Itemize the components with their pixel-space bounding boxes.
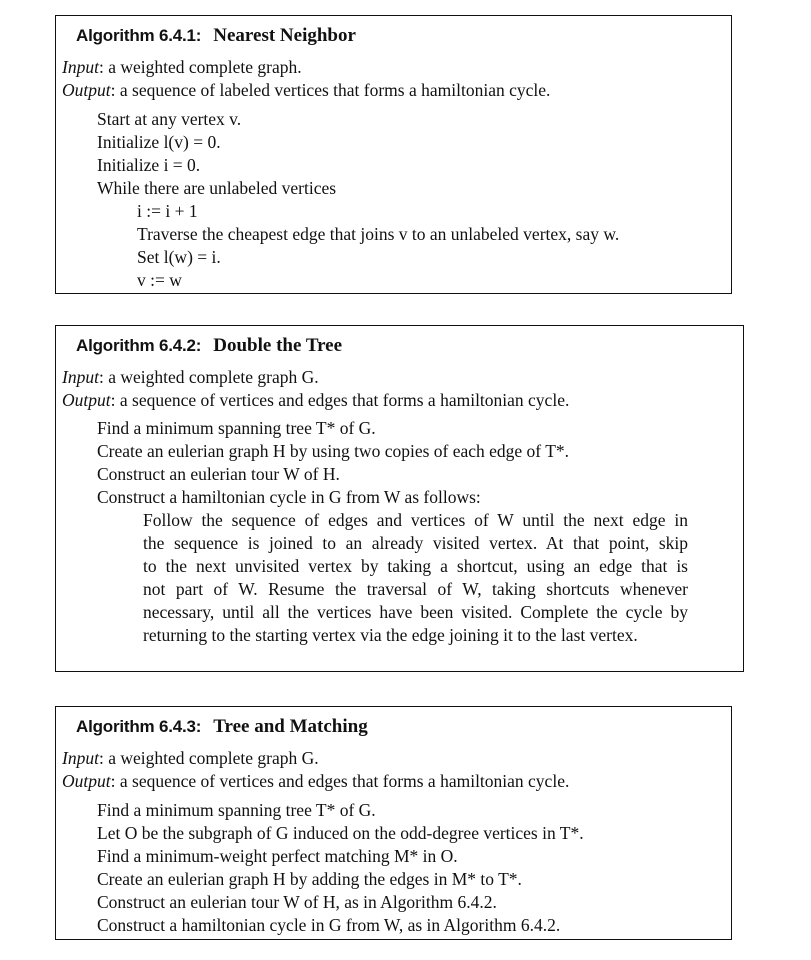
loop-step: i := i + 1 xyxy=(137,201,198,221)
input-key: Input xyxy=(62,367,99,387)
step: Construct a hamiltonian cycle in G from W as follows: xyxy=(97,487,481,507)
paragraph-line: Follow the sequence of edges and vertices of W until the next edge in xyxy=(143,510,688,530)
algorithm-label: Algorithm 6.4.3: xyxy=(76,717,202,736)
step: Construct an eulerian tour W of H, as in Algorithm 6.4.2. xyxy=(97,892,497,912)
output-key: Output xyxy=(62,390,111,410)
input-key: Input xyxy=(62,748,99,768)
step: Initialize i = 0. xyxy=(97,155,201,175)
output-text: : a sequence of labeled vertices that forms a hamiltonian cycle. xyxy=(110,80,551,100)
procedure-paragraph xyxy=(97,509,688,647)
algorithm-steps xyxy=(97,799,584,937)
output-line xyxy=(62,770,569,793)
step: Initialize l(v) = 0. xyxy=(97,132,221,152)
algorithm-title xyxy=(76,22,356,51)
step: Construct a hamiltonian cycle in G from W, as in Algorithm 6.4.2. xyxy=(97,915,561,935)
loop-step: Set l(w) = i. xyxy=(137,247,221,267)
step: Create an eulerian graph H by using two copies of each edge of T*. xyxy=(97,441,570,461)
output-key: Output xyxy=(62,80,111,100)
algorithm-name: Tree and Matching xyxy=(213,716,368,737)
step: Start at any vertex v. xyxy=(97,109,242,129)
algorithm-steps xyxy=(97,108,619,292)
output-line xyxy=(62,79,550,102)
output-text: : a sequence of vertices and edges that forms a hamiltonian cycle. xyxy=(110,771,570,791)
step: Find a minimum spanning tree T* of G. xyxy=(97,418,376,438)
step: While there are unlabeled vertices xyxy=(97,178,337,198)
step: Find a minimum spanning tree T* of G. xyxy=(97,800,376,820)
input-text: : a weighted complete graph. xyxy=(98,57,302,77)
input-line xyxy=(62,747,319,770)
input-line xyxy=(62,366,319,389)
algorithm-box-6-4-2 xyxy=(55,325,744,672)
algorithm-label: Algorithm 6.4.1: xyxy=(76,26,202,45)
output-text: : a sequence of vertices and edges that forms a hamiltonian cycle. xyxy=(110,390,570,410)
paragraph-line: to the next unvisited vertex by taking a shortcut, using an edge that is xyxy=(143,556,688,576)
input-line xyxy=(62,56,302,79)
algorithm-name: Double the Tree xyxy=(213,335,343,356)
step: Construct an eulerian tour W of H. xyxy=(97,464,340,484)
step: Find a minimum-weight perfect matching M* in O. xyxy=(97,846,458,866)
algorithm-label: Algorithm 6.4.2: xyxy=(76,336,202,355)
step: Create an eulerian graph H by adding the edges in M* to T*. xyxy=(97,869,522,889)
input-text: : a weighted complete graph G. xyxy=(98,367,319,387)
paragraph-line: the sequence is joined to an already visited vertex. At that point, skip xyxy=(143,533,688,553)
loop-step: v := w xyxy=(137,270,182,290)
output-line xyxy=(62,389,569,412)
input-text: : a weighted complete graph G. xyxy=(98,748,319,768)
paragraph-line: not part of W. Resume the traversal of W, taking shortcuts whenever xyxy=(143,579,688,599)
algorithm-title xyxy=(76,713,368,742)
algorithm-title xyxy=(76,332,342,361)
paragraph-line: necessary, until all the vertices have been visited. Complete the cycle by xyxy=(143,602,688,622)
output-key: Output xyxy=(62,771,111,791)
algorithm-box-6-4-1 xyxy=(55,15,732,294)
input-key: Input xyxy=(62,57,99,77)
paragraph-line: returning to the starting vertex via the edge joining it to the last vertex. xyxy=(143,625,638,645)
algorithm-name: Nearest Neighbor xyxy=(213,25,356,46)
step: Let O be the subgraph of G induced on the odd-degree vertices in T*. xyxy=(97,823,584,843)
loop-step: Traverse the cheapest edge that joins v to an unlabeled vertex, say w. xyxy=(137,224,620,244)
algorithm-box-6-4-3 xyxy=(55,706,732,940)
algorithm-steps xyxy=(97,417,688,647)
